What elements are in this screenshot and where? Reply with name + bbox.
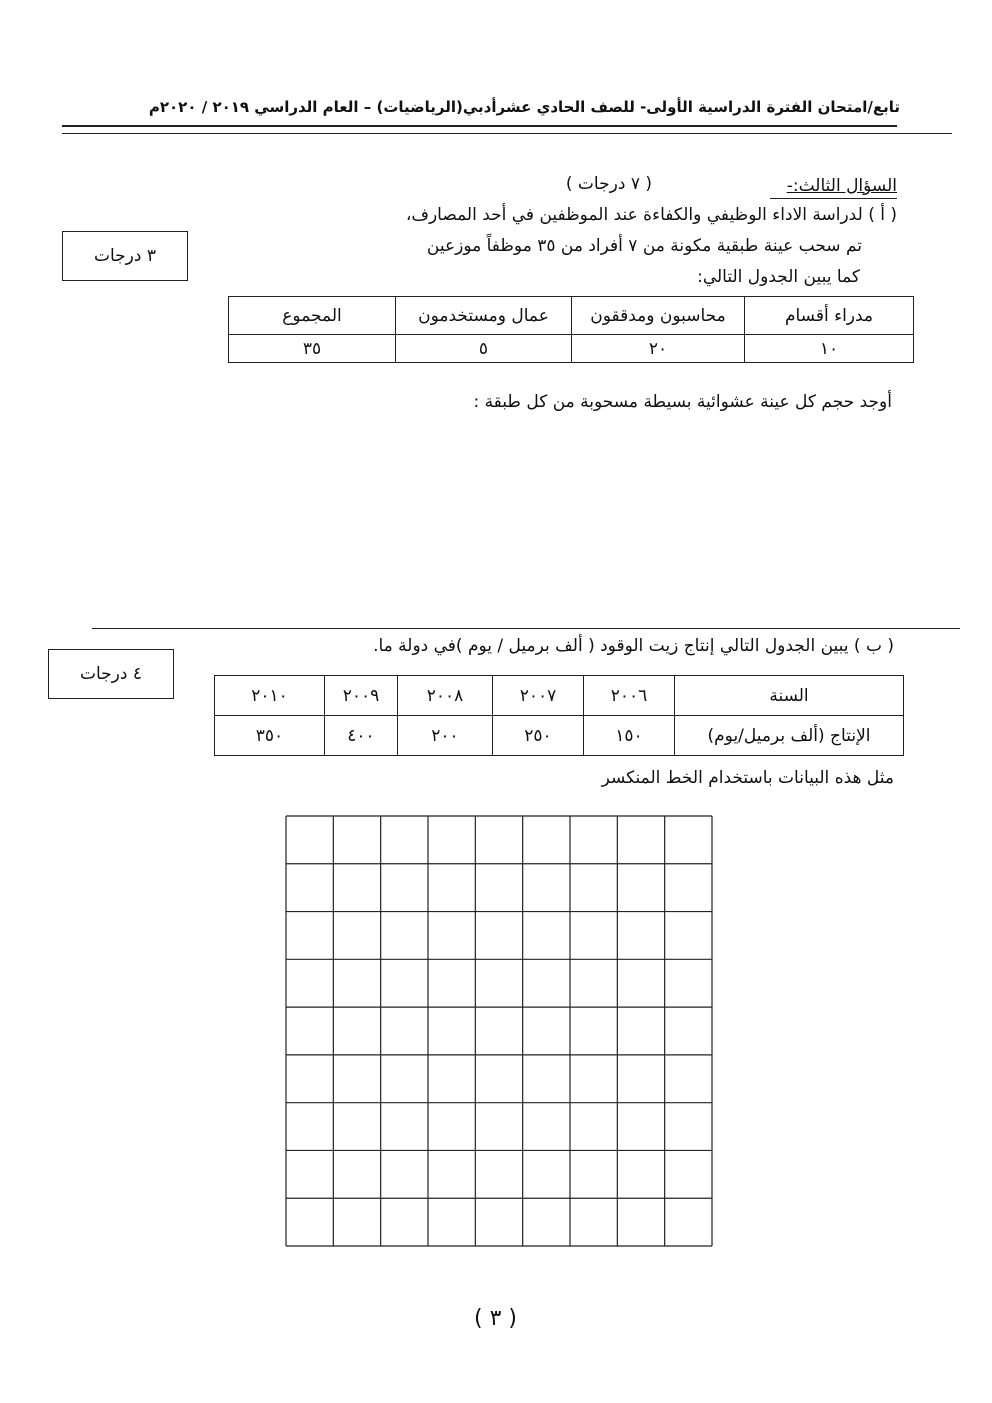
table-header-cell: محاسبون ومدققون [572, 297, 745, 335]
table-cell: ٣٥ [229, 335, 396, 363]
graph-grid[interactable] [285, 815, 713, 1247]
production-cell: ٤٠٠ [325, 716, 398, 756]
year-cell: ٢٠١٠ [215, 676, 325, 716]
employees-table-header-row [229, 297, 914, 335]
production-cell: ١٥٠ [584, 716, 675, 756]
part-a-line3: كما يبين الجدول التالي: [697, 267, 860, 287]
production-cell: ٢٥٠ [493, 716, 584, 756]
title-underline [770, 198, 897, 199]
production-cell: ٣٥٠ [215, 716, 325, 756]
header-rule-thin [62, 133, 952, 134]
production-label-cell: الإنتاج (ألف برميل/يوم) [675, 716, 904, 756]
year-cell: ٢٠٠٨ [398, 676, 493, 716]
part-b-marks-label: ٤ درجات [79, 664, 143, 684]
question-title-text: السؤال الثالث:- [786, 176, 897, 196]
part-b-marks-box [48, 649, 174, 699]
table-header-cell: مدراء أقسام [745, 297, 914, 335]
production-cell: ٢٠٠ [398, 716, 493, 756]
table-cell: ٢٠ [572, 335, 745, 363]
graph-grid-lines [285, 815, 713, 1247]
part-a-question: أوجد حجم كل عينة عشوائية بسيطة مسحوبة من كل طبقة : [473, 392, 892, 412]
employees-table [228, 296, 914, 363]
header-rule [62, 125, 897, 127]
table-cell: ١٠ [745, 335, 914, 363]
part-a-marks-box [62, 231, 188, 281]
oil-production-table [214, 675, 904, 756]
year-cell: ٢٠٠٩ [325, 676, 398, 716]
exam-header: تابع/امتحان الفترة الدراسية الأولى- للصف الحادي عشرأدبي(الرياضيات) – العام الدراسي ٢٠١٩ / ٢٠٢٠م [148, 98, 900, 116]
part-a-marks-label: ٣ درجات [93, 246, 157, 266]
production-row [215, 716, 904, 756]
table-header-cell: المجموع [229, 297, 396, 335]
year-row [215, 676, 904, 716]
question-title [787, 176, 897, 196]
year-label-cell: السنة [675, 676, 904, 716]
part-a-line2: تم سحب عينة طبقية مكونة من ٧ أفراد من ٣٥ موظفاً موزعين [426, 236, 862, 256]
question-marks: ( ٧ درجات ) [565, 174, 652, 194]
part-a-line1: ( أ ) لدراسة الاداء الوظيفي والكفاءة عند الموظفين في أحد المصارف، [405, 205, 897, 225]
employees-table-value-row [229, 335, 914, 363]
part-b-line1: ( ب ) يبين الجدول التالي إنتاج زيت الوقود ( ألف برميل / يوم )في دولة ما. [373, 636, 894, 656]
table-header-cell: عمال ومستخدمون [396, 297, 572, 335]
table-cell: ٥ [396, 335, 572, 363]
part-b-instruction: مثل هذه البيانات باستخدام الخط المنكسر [601, 768, 894, 788]
year-cell: ٢٠٠٧ [493, 676, 584, 716]
year-cell: ٢٠٠٦ [584, 676, 675, 716]
section-divider [92, 628, 960, 629]
page-number: ( ٣ ) [474, 1306, 517, 1331]
